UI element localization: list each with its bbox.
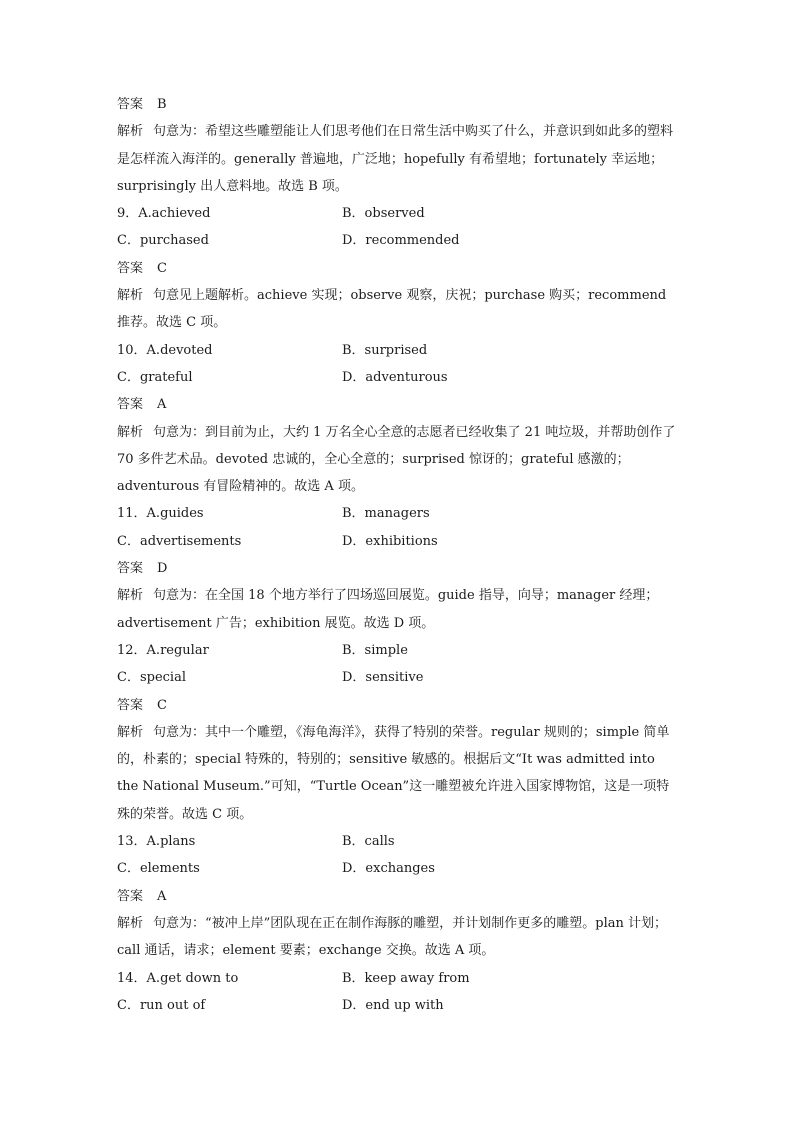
answer-value: D bbox=[157, 561, 168, 577]
analysis-label: 解析 bbox=[117, 724, 144, 740]
question-number: 13． bbox=[117, 834, 147, 850]
answer-line-12 bbox=[117, 692, 677, 719]
option-a: A.guides bbox=[146, 506, 204, 522]
option-b: B．surprised bbox=[342, 342, 428, 358]
answer-line-9 bbox=[117, 255, 677, 282]
analysis-label: 解析 bbox=[117, 288, 144, 304]
question-9-options-row-2 bbox=[117, 227, 677, 254]
question-13-options-row-2 bbox=[117, 855, 677, 882]
explanation-11 bbox=[117, 582, 677, 637]
answer-label: 答案 bbox=[117, 97, 144, 112]
question-number: 9． bbox=[117, 206, 139, 222]
question-11-options-row-2 bbox=[117, 528, 677, 555]
answer-label: 答案 bbox=[117, 888, 144, 904]
question-14-options-row-1 bbox=[117, 965, 677, 992]
option-d: D．end up with bbox=[342, 997, 444, 1013]
answer-line-11 bbox=[117, 555, 677, 582]
explanation-9 bbox=[117, 282, 677, 337]
option-b: B．managers bbox=[342, 506, 430, 522]
option-a: A.devoted bbox=[146, 342, 213, 358]
explanation-13 bbox=[117, 910, 677, 965]
option-c: C．grateful bbox=[117, 369, 193, 385]
analysis-label: 解析 bbox=[117, 124, 144, 140]
answer-value: C bbox=[157, 260, 167, 276]
option-a: A.get down to bbox=[146, 970, 239, 986]
option-d: D．adventurous bbox=[342, 369, 448, 385]
explanation-text: 句意为：“被冲上岸”团队现在正在制作海豚的雕塑，并计划制作更多的雕塑。plan 计划；call 通话，请求；element 要素；exchange 交换。故选 A 项。 bbox=[117, 915, 668, 959]
option-a: A.plans bbox=[146, 834, 196, 850]
option-c: C．advertisements bbox=[117, 533, 242, 549]
option-d: D．recommended bbox=[342, 233, 460, 249]
question-number: 11． bbox=[117, 506, 147, 522]
answer-value: B bbox=[157, 97, 167, 112]
option-d: D．sensitive bbox=[342, 670, 424, 686]
answer-value: A bbox=[157, 397, 167, 413]
option-d: D．exchanges bbox=[342, 861, 435, 877]
option-c: C．special bbox=[117, 670, 186, 686]
option-b: B．observed bbox=[342, 206, 425, 222]
explanation-text: 句意见上题解析。achieve 实现；observe 观察，庆祝；purchase 购买；recommend 推荐。故选 C 项。 bbox=[117, 288, 667, 331]
analysis-label: 解析 bbox=[117, 588, 144, 604]
option-c: C．elements bbox=[117, 861, 200, 877]
question-10-options-row-2 bbox=[117, 364, 677, 391]
question-number: 14． bbox=[117, 970, 147, 986]
question-13-options-row-1 bbox=[117, 828, 677, 855]
question-12-options-row-1 bbox=[117, 637, 677, 664]
question-9-options-row-1 bbox=[117, 200, 677, 227]
option-b: B．calls bbox=[342, 834, 395, 850]
option-b: B．simple bbox=[342, 642, 408, 658]
explanation-text: 句意为：其中一个雕塑，《海龟海洋》，获得了特别的荣誉。regular 规则的；simple 简单的，朴素的；special 特殊的，特别的；sensitive 敏感的。根据后文“It was admitted into the National Museum.”可知，“Turtle Ocean”这一雕塑被允许进入国家博物馆，这是一项特殊的荣誉。故选 C 项。 bbox=[117, 724, 670, 822]
answer-value: C bbox=[157, 697, 167, 713]
option-a: A.regular bbox=[146, 642, 209, 658]
question-number: 12． bbox=[117, 642, 147, 658]
answer-line-10 bbox=[117, 391, 677, 418]
explanation-text: 句意为：到目前为止，大约 1 万名全心全意的志愿者已经收集了 21 吨垃圾，并帮助创作了 70 多件艺术品。devoted 忠诚的，全心全意的；surprised 惊讶的；grateful 感激的；adventurous 有冒险精神的。故选 A 项。 bbox=[117, 424, 676, 495]
question-14-options-row-2 bbox=[117, 992, 677, 1019]
option-d: D．exhibitions bbox=[342, 533, 438, 549]
explanation-text: 句意为：在全国 18 个地方举行了四场巡回展览。guide 指导，向导；manager 经理；advertisement 广告；exhibition 展览。故选 D 项。 bbox=[117, 588, 659, 631]
question-number: 10． bbox=[117, 342, 147, 358]
question-11-options-row-1 bbox=[117, 500, 677, 527]
analysis-label: 解析 bbox=[117, 915, 144, 931]
answer-label: 答案 bbox=[117, 260, 144, 276]
answer-label: 答案 bbox=[117, 397, 144, 413]
option-b: B．keep away from bbox=[342, 970, 470, 986]
answer-label: 答案 bbox=[117, 561, 144, 577]
explanation-10 bbox=[117, 419, 677, 501]
option-c: C．run out of bbox=[117, 997, 206, 1013]
question-10-options-row-1 bbox=[117, 337, 677, 364]
answer-value: A bbox=[157, 888, 167, 904]
explanation-text: 句意为：希望这些雕塑能让人们思考他们在日常生活中购买了什么，并意识到如此多的塑料是怎样流入海洋的。generally 普遍地，广泛地；hopefully 有希望地；fortunately 幸运地；surprisingly 出人意料地。故选 B 项。 bbox=[117, 124, 674, 194]
answer-label: 答案 bbox=[117, 697, 144, 713]
option-a: A.achieved bbox=[138, 206, 211, 222]
answer-line-8 bbox=[117, 91, 677, 118]
document-page bbox=[117, 91, 677, 1019]
explanation-8 bbox=[117, 118, 677, 200]
explanation-12 bbox=[117, 719, 677, 828]
option-c: C．purchased bbox=[117, 233, 209, 249]
analysis-label: 解析 bbox=[117, 424, 144, 440]
answer-line-13 bbox=[117, 883, 677, 910]
question-12-options-row-2 bbox=[117, 664, 677, 691]
